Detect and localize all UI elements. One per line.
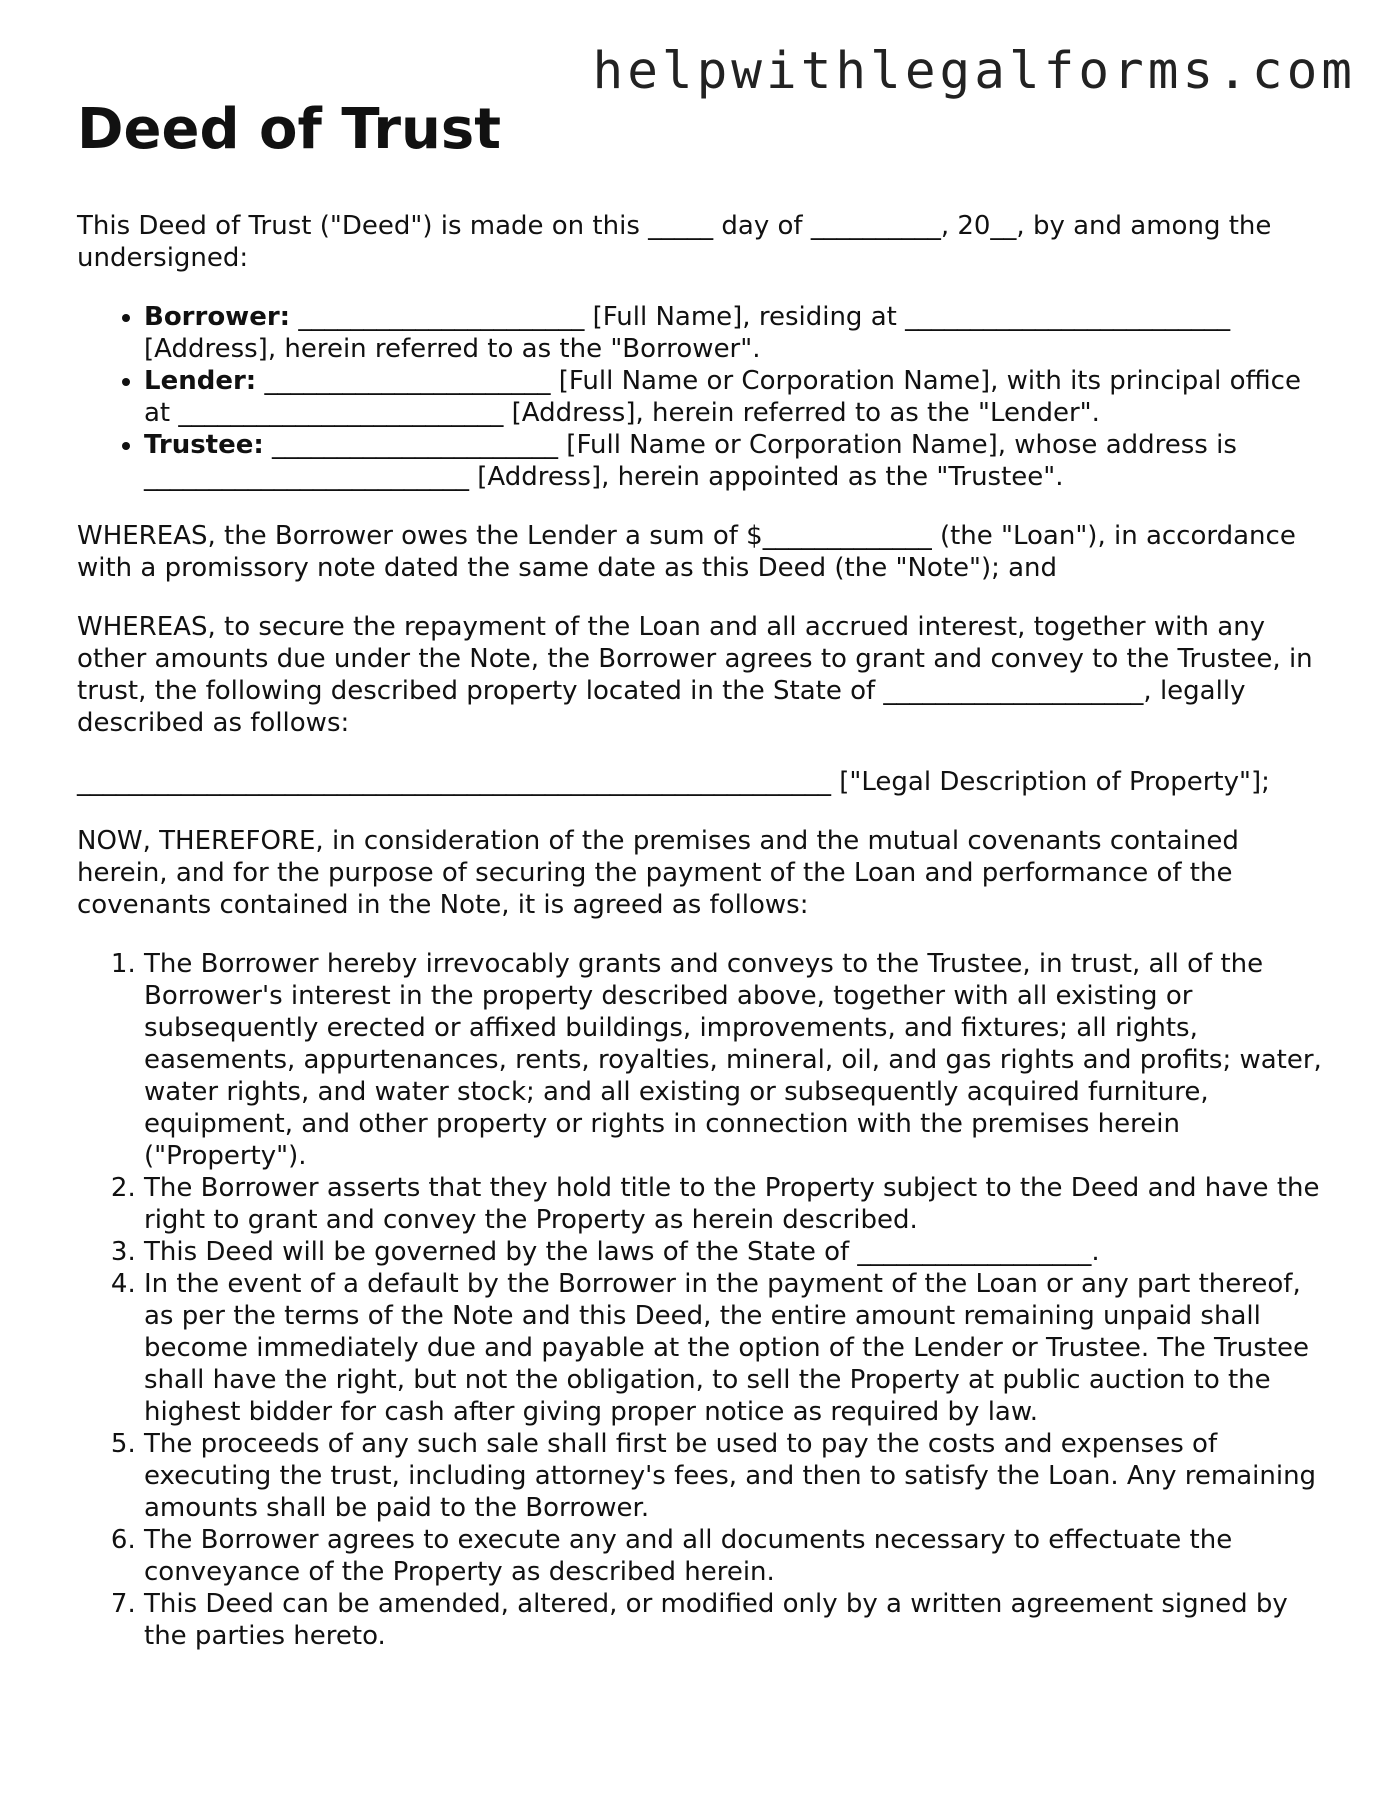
party-label: Borrower: <box>144 302 291 332</box>
clause-item: 7. This Deed can be amended, altered, or modified only by a written agreement signed by the parties hereto. <box>144 1588 1327 1652</box>
party-lender <box>144 365 1327 429</box>
party-text: ______________________ [Full Name or Corporation Name], whose address is _________________________ [Address], herein appointed as the "Trustee". <box>144 430 1237 492</box>
intro-paragraph: This Deed of Trust ("Deed") is made on this _____ day of __________, 20__, by and among the undersigned: <box>77 211 1272 273</box>
watermark: helpwithlegalforms.com <box>592 42 1356 101</box>
clauses-list <box>77 948 1327 1652</box>
document-title: Deed of Trust <box>77 97 501 162</box>
clause-item: 4. In the event of a default by the Borrower in the payment of the Loan or any part thereof, as per the terms of the Note and this Deed, the entire amount remaining unpaid shall become immediately due and payable at the option of the Lender or Trustee. The Trustee shall have the right, but not the obligation, to sell the Property at public auction to the highest bidder for cash after giving proper notice as required by law. <box>144 1268 1327 1428</box>
clause-item: 6. The Borrower agrees to execute any and all documents necessary to effectuate the conveyance of the Property as described herein. <box>144 1524 1327 1588</box>
document-page <box>77 90 1327 1679</box>
clause-item: 2. The Borrower asserts that they hold title to the Property subject to the Deed and have the right to grant and convey the Property as herein described. <box>144 1172 1327 1236</box>
whereas-loan-paragraph: WHEREAS, the Borrower owes the Lender a sum of $_____________ (the "Loan"), in accordance with a promissory note dated the same date as this Deed (the "Note"); and <box>77 521 1296 583</box>
clause-item: 5. The proceeds of any such sale shall first be used to pay the costs and expenses of executing the trust, including attorney's fees, and then to satisfy the Loan. Any remaining amounts shall be paid to the Borrower. <box>144 1428 1327 1524</box>
clause-item: 3. This Deed will be governed by the laws of the State of __________________. <box>144 1236 1327 1268</box>
party-text: ______________________ [Full Name], residing at _________________________ [Address], herein referred to as the "Borrower". <box>144 302 1231 364</box>
party-label: Trustee: <box>144 430 264 460</box>
legal-description-paragraph: __________________________________________________________ ["Legal Description of Property"]; <box>77 767 1270 797</box>
clause-item: 1. The Borrower hereby irrevocably grants and conveys to the Trustee, in trust, all of the Borrower's interest in the property described above, together with all existing or subsequently erected or affixed buildings, improvements, and fixtures; all rights, easements, appurtenances, rents, royalties, mineral, oil, and gas rights and profits; water, water rights, and water stock; and all existing or subsequently acquired furniture, equipment, and other property or rights in connection with the premises herein ("Property"). <box>144 948 1327 1172</box>
party-trustee <box>144 429 1327 493</box>
party-text: ______________________ [Full Name or Corporation Name], with its principal office at _________________________ [Address], herein referred to as the "Lender". <box>144 366 1301 428</box>
whereas-property-paragraph: WHEREAS, to secure the repayment of the Loan and all accrued interest, together with any other amounts due under the Note, the Borrower agrees to grant and convey to the Trustee, in trust, the following described property located in the State of ____________________, legally described as follows: <box>77 612 1313 738</box>
party-label: Lender: <box>144 366 257 396</box>
party-borrower <box>144 301 1327 365</box>
now-therefore-paragraph: NOW, THEREFORE, in consideration of the premises and the mutual covenants contained herein, and for the purpose of securing the payment of the Loan and performance of the covenants contained in the Note, it is agreed as follows: <box>77 826 1239 920</box>
parties-list <box>77 301 1327 493</box>
